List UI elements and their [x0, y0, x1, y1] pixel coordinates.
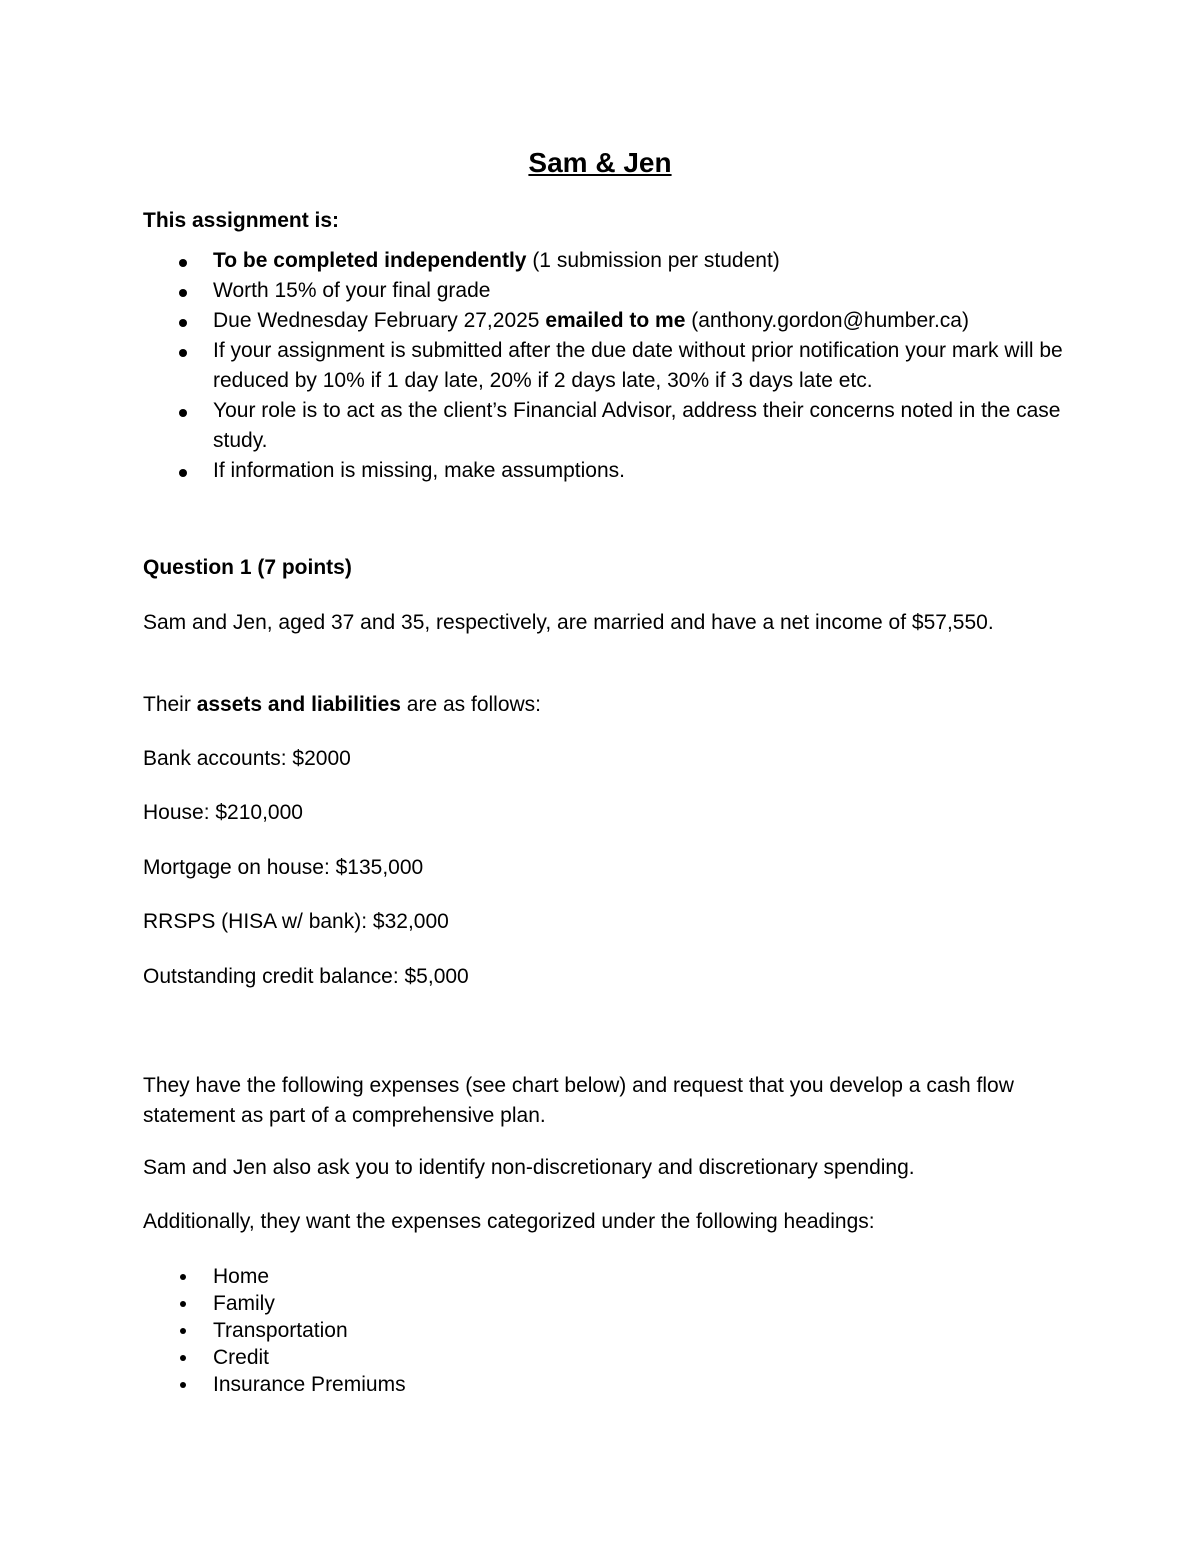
- question-heading: Question 1 (7 points): [143, 556, 352, 579]
- paragraph-bold: assets and liabilities: [196, 693, 401, 716]
- expense-headings-list: [143, 1263, 1063, 1398]
- list-item: Insurance Premiums: [143, 1371, 1063, 1398]
- list-item-text: (1 submission per student): [526, 249, 780, 272]
- page-title: Sam & Jen: [528, 147, 672, 178]
- paragraph-text: Their: [143, 693, 197, 716]
- list-item: [143, 306, 1063, 336]
- paragraph: Additionally, they want the expenses categorized under the following headings:: [143, 1210, 875, 1233]
- list-item: Transportation: [143, 1317, 1063, 1344]
- liability-item: Mortgage on house: $135,000: [143, 856, 424, 879]
- list-item-bold: emailed to me: [545, 309, 686, 332]
- list-item: If information is missing, make assumptions.: [143, 456, 1063, 486]
- asset-item: House: $210,000: [143, 801, 303, 824]
- list-item: Credit: [143, 1344, 1063, 1371]
- paragraph: Sam and Jen, aged 37 and 35, respectively, are married and have a net income of $57,550.: [143, 611, 994, 634]
- assignment-heading: This assignment is:: [143, 209, 340, 232]
- paragraph: [143, 690, 1063, 720]
- list-item-bold: To be completed independently: [213, 249, 527, 272]
- list-item-text: Due Wednesday February 27,2025: [213, 309, 546, 332]
- list-item: Home: [143, 1263, 1063, 1290]
- list-item: Family: [143, 1290, 1063, 1317]
- paragraph: Sam and Jen also ask you to identify non-discretionary and discretionary spending.: [143, 1156, 915, 1179]
- list-item: Your role is to act as the client’s Financial Advisor, address their concerns noted in the case study.: [143, 396, 1063, 456]
- list-item-text: (anthony.gordon@humber.ca): [685, 309, 969, 332]
- list-item: [143, 246, 1063, 276]
- assignment-rules-list: [143, 246, 1063, 486]
- liability-item: Outstanding credit balance: $5,000: [143, 965, 469, 988]
- asset-item: RRSPS (HISA w/ bank): $32,000: [143, 910, 449, 933]
- list-item: Worth 15% of your final grade: [143, 276, 1063, 306]
- asset-item: Bank accounts: $2000: [143, 747, 351, 770]
- list-item: If your assignment is submitted after the due date without prior notification your mark will be reduced by 10% if 1 day late, 20% if 2 days late, 30% if 3 days late etc.: [143, 336, 1063, 396]
- paragraph-text: are as follows:: [400, 693, 542, 716]
- paragraph: They have the following expenses (see chart below) and request that you develop a cash flow statement as part of a comprehensive plan.: [143, 1074, 1014, 1127]
